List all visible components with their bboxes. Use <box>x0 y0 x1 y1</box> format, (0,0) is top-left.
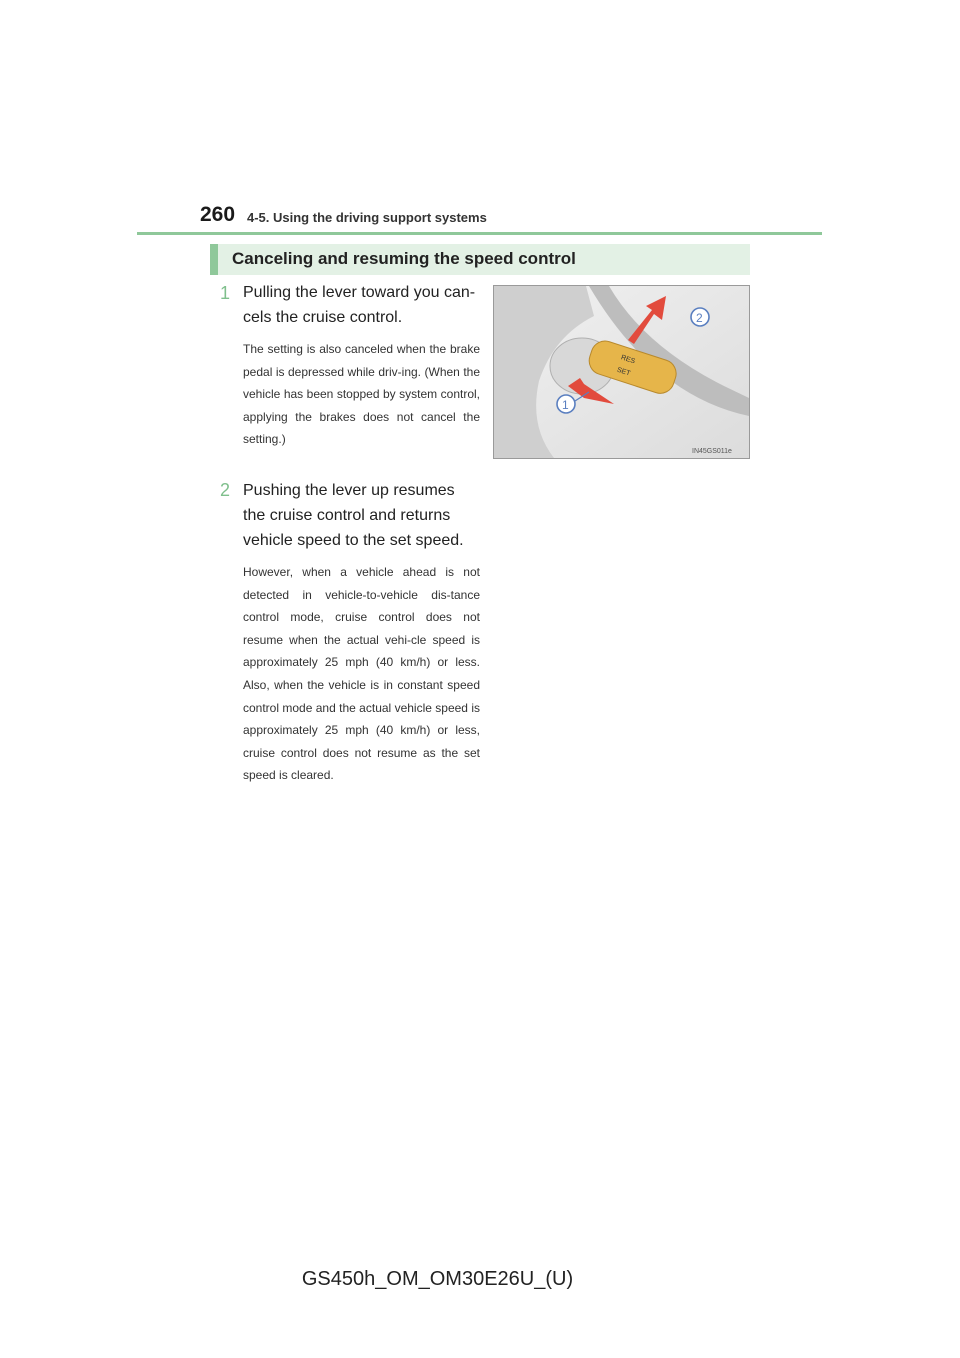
step-note-1: The setting is also canceled when the brake pedal is depressed while driv-ing. (When the vehicle has been stopped by system control, applying the brakes does not cancel the setting.) <box>243 342 480 447</box>
footer-model: GS450h_OM_OM30E26U_(U) <box>301 1268 574 1290</box>
step-number-1: 1 <box>220 283 231 303</box>
step-text-1: Pulling the lever toward you can-cels the cruise control. <box>243 284 476 326</box>
header-rule <box>137 232 822 235</box>
cruise-lever-figure <box>493 285 750 459</box>
callout-1-label: 1 <box>562 398 569 412</box>
step-note-2: However, when a vehicle ahead is not detected in vehicle-to-vehicle dis-tance control mode, cruise control does not resume when the actual vehi-cle speed is approximately 25 mph (40 km/h) or less. Also, when the vehicle is in constant speed control mode and the actual vehicle speed is approximately 25 mph (40 km/h) or less, cruise control does not resume as the set speed is cleared. <box>243 565 480 783</box>
step-number-2: 2 <box>220 480 231 500</box>
lever-label-res: RES <box>619 354 636 366</box>
callout-2-label: 2 <box>696 311 703 325</box>
cruise-lever-illustration <box>494 286 749 458</box>
subsection-heading-bar <box>210 244 750 275</box>
figure-code: IN45GS011e <box>692 448 732 455</box>
lever-label-set: SET <box>615 366 632 378</box>
page-number: 260 <box>200 203 236 226</box>
subsection-heading: Canceling and resuming the speed control <box>232 249 576 268</box>
section-title: 4-5. Using the driving support systems <box>247 210 487 225</box>
step-text-2: Pushing the lever up resumes the cruise control and returns vehicle speed to the set speed. <box>243 482 464 549</box>
